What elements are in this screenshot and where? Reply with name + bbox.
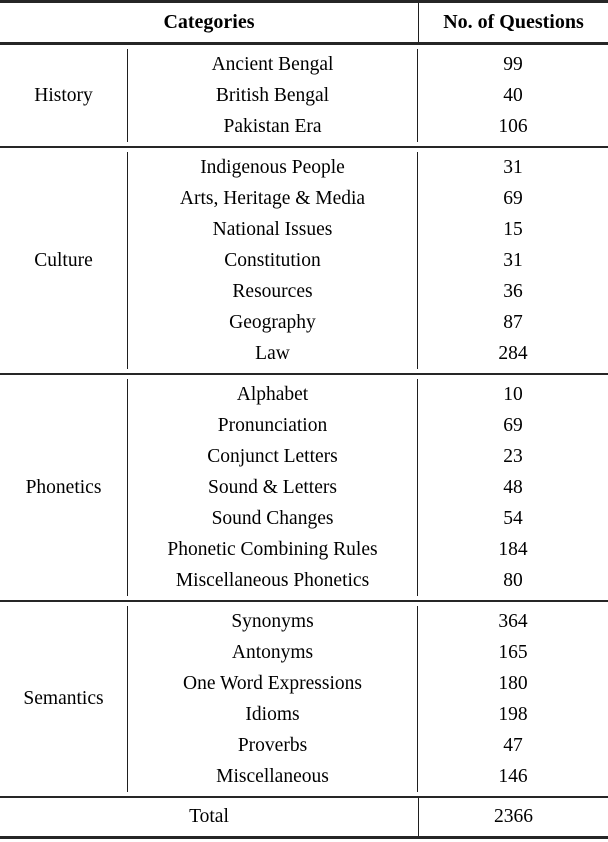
subcategory-label: Constitution <box>127 245 418 276</box>
question-count: 69 <box>503 187 523 209</box>
question-count: 364 <box>498 610 528 632</box>
question-count: 40 <box>503 84 523 106</box>
subcategory-label: Resources <box>127 276 418 307</box>
question-count: 80 <box>503 569 523 591</box>
question-count: 54 <box>503 507 523 529</box>
subcategory-label: Synonyms <box>127 606 418 637</box>
subcategory-label: Idioms <box>127 699 418 730</box>
question-count: 31 <box>503 249 523 271</box>
subcategory-label: Alphabet <box>127 379 418 410</box>
subcategory-label: British Bengal <box>127 80 418 111</box>
subcategory-label: Miscellaneous Phonetics <box>127 565 418 596</box>
question-count: 284 <box>498 342 528 364</box>
subcategory-label: Conjunct Letters <box>127 441 418 472</box>
group-label-phonetics: Phonetics <box>25 476 102 498</box>
subcategory-label: Geography <box>127 307 418 338</box>
subcategory-label: Law <box>127 338 418 369</box>
question-count: 23 <box>503 445 523 467</box>
question-count: 36 <box>503 280 523 302</box>
total-label: Total <box>189 806 229 827</box>
total-row <box>0 798 608 836</box>
group-label-semantics: Semantics <box>23 688 104 709</box>
subcategory-label: One Word Expressions <box>127 668 418 699</box>
subcategory-label: National Issues <box>127 214 418 245</box>
question-count: 184 <box>498 538 528 560</box>
question-count: 10 <box>503 383 523 405</box>
header-questions-label: No. of Questions <box>418 3 608 42</box>
section-culture <box>0 148 608 373</box>
subcategory-label: Phonetic Combining Rules <box>127 534 418 565</box>
subcategory-label: Ancient Bengal <box>127 49 418 80</box>
subcategory-label: Pronunciation <box>127 410 418 441</box>
question-count: 15 <box>503 218 523 240</box>
question-count: 87 <box>503 311 523 333</box>
subcategory-label: Indigenous People <box>127 152 418 183</box>
total-count: 2366 <box>418 798 608 836</box>
subcategory-label: Antonyms <box>127 637 418 668</box>
section-phonetics <box>0 375 608 600</box>
table-header <box>0 3 608 42</box>
group-label-history: History <box>34 84 93 106</box>
question-count: 165 <box>498 641 528 663</box>
subcategory-label: Proverbs <box>127 730 418 761</box>
question-count: 146 <box>498 765 528 787</box>
question-count: 198 <box>498 703 528 725</box>
section-semantics <box>0 602 608 796</box>
question-count: 31 <box>503 156 523 178</box>
question-count: 99 <box>503 53 523 75</box>
question-count: 180 <box>498 672 528 694</box>
question-count: 48 <box>503 476 523 498</box>
section-history <box>0 45 608 146</box>
header-categories-label: Categories <box>163 11 255 33</box>
subcategory-label: Sound Changes <box>127 503 418 534</box>
group-label-culture: Culture <box>34 249 93 271</box>
question-count: 106 <box>498 115 528 137</box>
subcategory-label: Pakistan Era <box>127 111 418 142</box>
question-count: 69 <box>503 414 523 436</box>
subcategory-label: Sound & Letters <box>127 472 418 503</box>
subcategory-label: Miscellaneous <box>127 761 418 792</box>
question-count: 47 <box>503 734 523 756</box>
bottom-rule <box>0 836 608 839</box>
subcategory-label: Arts, Heritage & Media <box>127 183 418 214</box>
